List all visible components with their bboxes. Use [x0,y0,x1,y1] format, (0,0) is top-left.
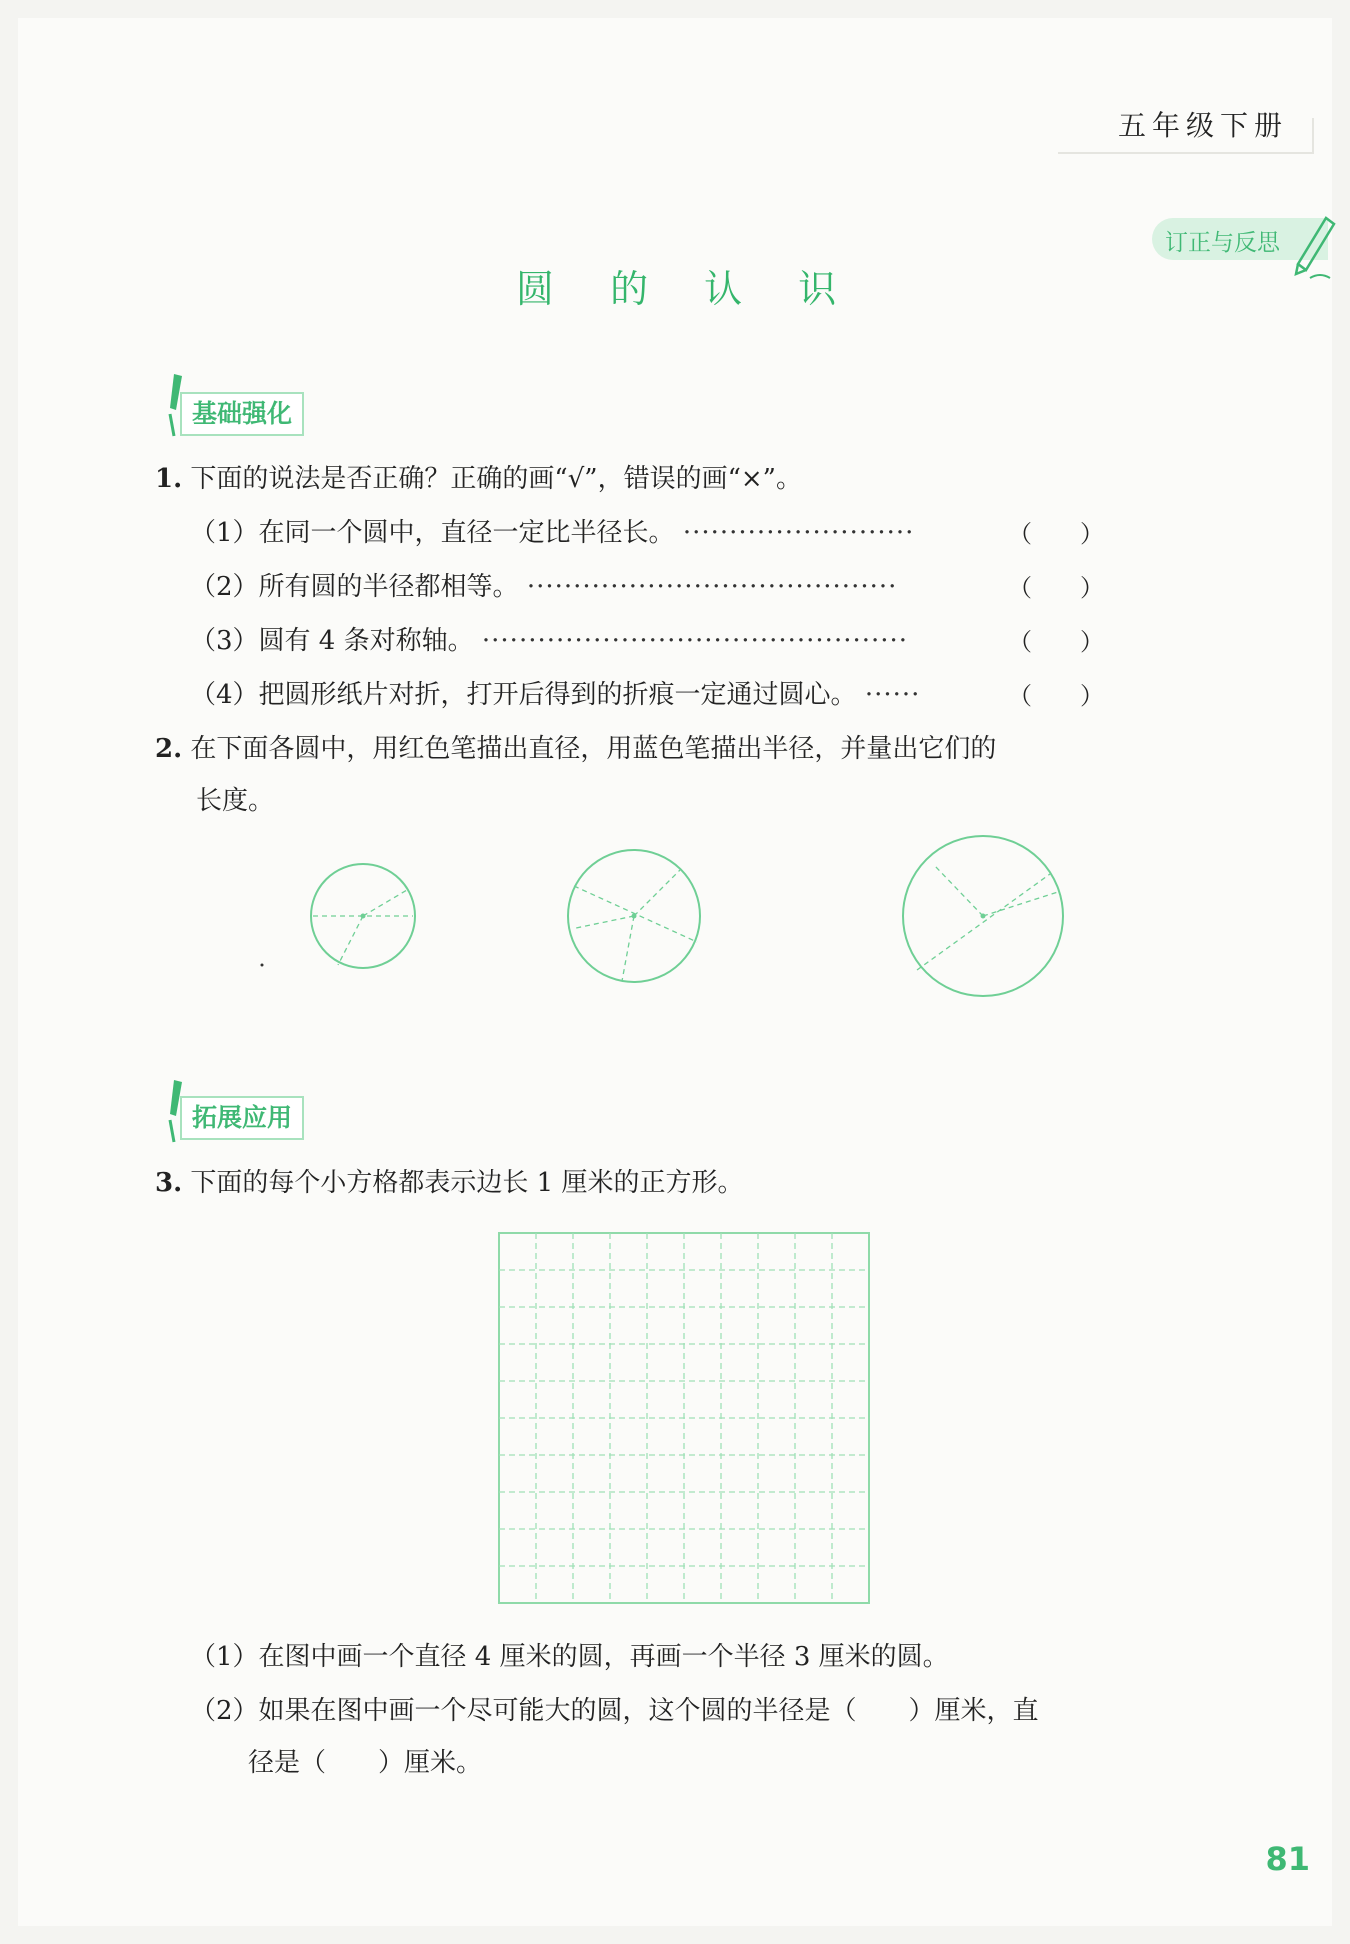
q3-sub-2-line-1: （2）如果在图中画一个尽可能大的圆，这个圆的半径是（ ）厘米，直 [190,1696,1039,1726]
q1-item-1 [190,518,914,548]
q1-item-1-text: （1）在同一个圆中，直径一定比半径长。 [190,518,675,548]
q1-item-1-leader: ························· [682,518,915,548]
q3-sub-1: （1）在图中画一个直径 4 厘米的圆，再画一个半径 3 厘米的圆。 [190,1642,949,1672]
section-extend-label: 拓展应用 [180,1096,304,1140]
q1-item-4 [190,680,920,710]
page-number: 81 [1265,1840,1310,1878]
pencil-icon [1290,210,1340,282]
q3-prompt-text: 下面的每个小方格都表示边长 1 厘米的正方形。 [190,1168,744,1198]
q1-number: 1. [155,464,183,494]
q3-sub-2-line-2: 径是（ ）厘米。 [248,1748,483,1778]
q1-item-3-leader: ·············································· [481,626,909,656]
q1-prompt-text: 下面的说法是否正确？正确的画“√”，错误的画“×”。 [190,464,802,494]
q1-item-4-text: （4）把圆形纸片对折，打开后得到的折痕一定通过圆心。 [190,680,857,710]
q2-number: 2. [155,734,183,764]
q1-prompt [155,464,802,494]
q3-prompt [155,1168,744,1198]
answer-blank-1[interactable]: （ ） [1008,520,1104,548]
q1-item-3-text: （3）圆有 4 条对称轴。 [190,626,474,656]
q1-item-3 [190,626,908,656]
circle-medium [568,850,700,982]
q2-prompt [155,734,996,764]
grade-label: 五年级下册 [1118,109,1289,142]
stray-dot [261,964,264,967]
answer-blank-3[interactable]: （ ） [1008,628,1104,656]
answer-blank-2[interactable]: （ ） [1008,574,1104,602]
q2-line-1: 在下面各圆中，用红色笔描出直径，用蓝色笔描出半径，并量出它们的 [190,734,997,764]
circle-large [903,836,1063,996]
q3-number: 3. [155,1168,183,1198]
circle-small [311,864,415,968]
square-grid[interactable] [496,1230,872,1606]
answer-blank-4[interactable]: （ ） [1008,682,1104,710]
circles-figure [0,820,1350,1020]
page-title: 圆 的 认 识 [516,267,859,311]
q1-item-2-text: （2）所有圆的半径都相等。 [190,572,519,602]
q1-item-4-leader: ······ [864,680,921,710]
side-tab-label: 订正与反思 [1165,230,1280,256]
section-basic-label: 基础强化 [180,392,304,436]
q1-item-2-leader: ········································ [526,572,898,602]
q1-item-2 [190,572,897,602]
q2-line-2: 长度。 [196,786,275,816]
